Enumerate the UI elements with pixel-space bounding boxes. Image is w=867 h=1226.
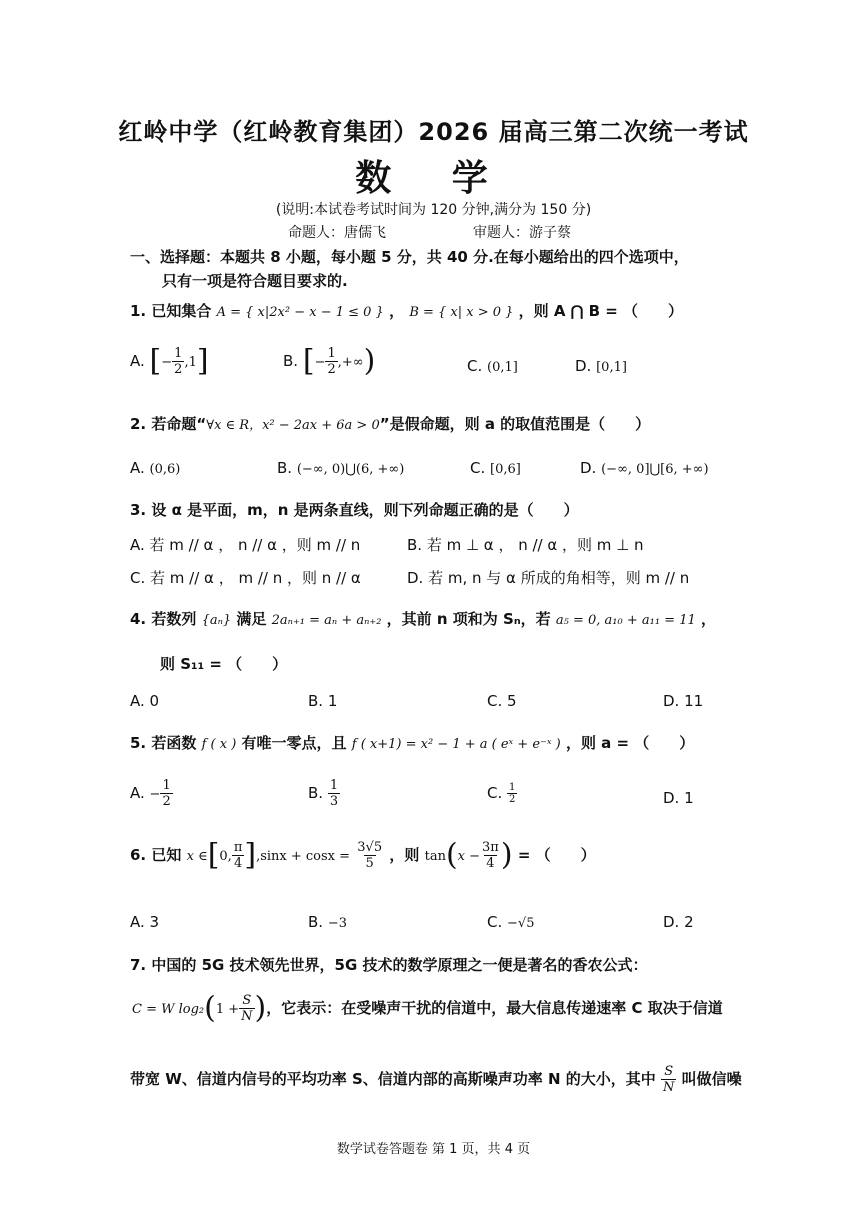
q5-option-c-label: C. — [487, 784, 503, 802]
q7-desc-num: S — [664, 1064, 674, 1079]
q2-option-c — [470, 459, 521, 477]
question-7: 7. 中国的 5G 技术领先世界，5G 技术的数学原理之一便是著名的香农公式： — [130, 956, 648, 974]
q7-desc-line-2 — [130, 1064, 742, 1095]
q7-formula-one: 1 + — [215, 1002, 240, 1017]
exam-title: 红岭中学（红岭教育集团）2026 届高三第二次统一考试 — [118, 118, 749, 146]
q6-interval-fraction — [232, 840, 245, 871]
q6-option-c-value: −√5 — [507, 916, 535, 931]
q1-lead: 1. 已知集合 — [130, 302, 212, 320]
q1-option-a-fraction — [172, 346, 184, 377]
q7-formula-fraction — [239, 993, 254, 1024]
section-line-1: 一、选择题：本题共 8 小题，每小题 5 分，共 40 分.在每小题给出的四个选项中， — [130, 248, 689, 266]
q2-option-d — [580, 459, 709, 477]
q5-option-c-den: 2 — [509, 794, 516, 805]
q1-option-b-rest: ,+∞ — [337, 355, 364, 370]
q1-option-d-label: D. — [575, 357, 592, 375]
q5-option-b-label: B. — [308, 784, 324, 802]
q1-option-a-bracket: [ — [149, 343, 162, 379]
q6-mid: ，则 — [389, 846, 420, 864]
q1-option-d — [575, 357, 627, 375]
q5-relation: f ( x+1) = x² − 1 + a ( eˣ + e⁻ˣ ) — [351, 737, 561, 752]
q6-arg-num: 3π — [482, 840, 499, 855]
q2-lead: 2. 若命题“ — [130, 415, 207, 433]
q3-option-a: A. 若 m // α ， n // α ，则 m // n — [130, 536, 361, 554]
q6-tail: = （ ） — [517, 846, 596, 864]
q7-formula-line: C = W log₂(1 + $\frac{S}{N}$ )，它表示：在受噪声干扰的信道中，最大信息传递速率 C 取决于信道 — [132, 990, 723, 1026]
q5-option-a-fraction — [160, 778, 172, 809]
q1-option-a: A. [− $\frac{1}{2}$ ,1] — [130, 343, 209, 379]
q1-option-c — [467, 357, 518, 375]
q7-desc-1: ，它表示：在受噪声干扰的信道中，最大信息传递速率 C 取决于信道 — [266, 999, 723, 1017]
q2-tail: ”是假命题，则 a 的取值范围是（ ） — [379, 415, 651, 433]
q3-option-c: C. 若 m // α ， m // n ，则 n // α — [130, 569, 361, 587]
exam-reviewer: 审题人：游子蔡 — [473, 225, 571, 241]
q6-arg-den: 4 — [486, 856, 495, 871]
question-5 — [130, 732, 694, 753]
q1-option-b-num: 1 — [327, 346, 336, 361]
q3-option-d: D. 若 m, n 与 α 所成的角相等，则 m // n — [407, 569, 690, 587]
q5-option-a-den: 2 — [162, 794, 171, 809]
q4-tail: ， — [700, 610, 716, 628]
q6-option-c — [487, 913, 534, 931]
q7-desc-2: 带宽 W、信道内信号的平均功率 S、信道内部的高斯噪声功率 N 的大小，其中 — [130, 1070, 656, 1088]
q6-interval-den: 4 — [233, 856, 243, 871]
section-heading — [130, 245, 689, 293]
q2-option-b — [277, 459, 404, 477]
question-4 — [130, 608, 716, 629]
exam-subject: 数 学 — [355, 158, 512, 199]
q7-formula-left: C = W log₂ — [132, 1002, 205, 1017]
q1-sep: ， — [389, 302, 405, 320]
q3-option-b: B. 若 m ⊥ α ， n // α ，则 m ⊥ n — [407, 536, 644, 554]
q1-option-a-den: 2 — [174, 362, 183, 377]
q6-x-in: x ∈ — [186, 849, 208, 864]
q1-option-c-label: C. — [467, 357, 483, 375]
q2-option-a — [130, 459, 180, 477]
q4-mid: 满足 — [236, 610, 267, 628]
q6-lead: 6. 已知 — [130, 846, 182, 864]
q2-formula: ∀x ∈ R，x² − 2ax + 6a > 0 — [206, 418, 380, 433]
q5-option-c — [487, 782, 517, 805]
exam-author: 命题人：唐儒飞 — [288, 225, 386, 241]
q6-option-b-label: B. — [308, 913, 324, 931]
q6-option-b — [308, 913, 347, 931]
q6-interval-num: π — [233, 840, 243, 855]
q1-option-c-value: (0,1] — [487, 360, 518, 375]
q1-option-b-label: B. — [283, 352, 299, 370]
q4-option-c: C. 5 — [487, 692, 517, 710]
q6-value-fraction — [355, 840, 384, 871]
q6-condition: ,sinx + cosx = — [256, 849, 351, 864]
q6-option-b-value: −3 — [327, 916, 348, 931]
q2-option-d-label: D. — [580, 459, 597, 477]
q7-desc-fraction — [661, 1064, 676, 1095]
q5-option-c-num: 1 — [509, 782, 516, 793]
q7-formula-num: S — [242, 993, 252, 1008]
q5-tail: ，则 a = （ ） — [565, 734, 695, 752]
q7-formula-den: N — [241, 1009, 253, 1024]
q6-arg: x − — [457, 849, 481, 864]
q4-option-a: A. 0 — [130, 692, 160, 710]
q1-option-b: B. [− $\frac{1}{2}$ ,+∞) — [283, 343, 376, 379]
q6-option-c-label: C. — [487, 913, 503, 931]
q6-value-num: 3√5 — [357, 840, 383, 855]
page-footer: 数学试卷答题卷 第 1 页，共 4 页 — [336, 1142, 531, 1157]
question-2 — [130, 413, 650, 434]
q4-option-b: B. 1 — [308, 692, 338, 710]
q2-option-a-label: A. — [130, 459, 145, 477]
q4-mid2: ，其前 n 项和为 Sₙ，若 — [386, 610, 551, 628]
q1-set-a: A = { x|2x² − x − 1 ≤ 0 } — [216, 305, 384, 320]
q1-option-a-label: A. — [130, 352, 145, 370]
q6-value-den: 5 — [365, 856, 374, 871]
q2-option-c-value: [0,6] — [490, 462, 521, 477]
q5-option-a-label: A. — [130, 784, 145, 802]
q5-function: f ( x ) — [201, 737, 237, 752]
q5-option-c-fraction — [507, 782, 517, 805]
q1-option-d-value: [0,1] — [596, 360, 627, 375]
q5-lead: 5. 若函数 — [130, 734, 197, 752]
q4-line-2: 则 S₁₁ = （ ） — [160, 655, 288, 673]
q4-condition: a₅ = 0, a₁₀ + a₁₁ = 11 — [555, 613, 696, 628]
q1-option-a-num: 1 — [174, 346, 183, 361]
question-3: 3. 设 α 是平面，m，n 是两条直线，则下列命题正确的是（ ） — [130, 501, 579, 519]
q2-option-d-value: (−∞, 0]⋃[6, +∞) — [601, 462, 709, 477]
q1-option-b-fraction — [325, 346, 337, 377]
q6-interval-left: 0, — [219, 849, 232, 864]
q6-arg-fraction — [480, 840, 501, 871]
q1-set-b: B = { x| x > 0 } — [409, 305, 514, 320]
q2-option-b-label: B. — [277, 459, 293, 477]
q2-option-a-value: (0,6) — [149, 462, 181, 477]
q5-option-b-fraction — [328, 778, 340, 809]
q2-option-c-label: C. — [470, 459, 486, 477]
q5-option-a: A. − $\frac{1}{2}$ — [130, 778, 171, 809]
q1-option-a-rest: ,1 — [184, 355, 197, 370]
q1-option-b-den: 2 — [327, 362, 336, 377]
q4-option-d: D. 11 — [663, 692, 704, 710]
q2-option-b-value: (−∞, 0)⋃(6, +∞) — [296, 462, 405, 477]
q1-tail: ，则 A ⋂ B = （ ） — [518, 302, 684, 320]
question-6: 6. 已知 x ∈[0, $\frac{\pi}{4}$ ],sinx + cosx = $\frac{3√5}{5}$ ，则 tan(x − $\frac{3\pi}{4}$ ) = （ ） — [130, 837, 596, 873]
q5-option-b-num: 1 — [329, 778, 339, 793]
section-line-2: 只有一项是符合题目要求的. — [162, 272, 348, 290]
q4-relation: 2aₙ₊₁ = aₙ + aₙ₊₂ — [271, 613, 382, 628]
question-1 — [130, 300, 683, 321]
q6-option-a: A. 3 — [130, 913, 160, 931]
exam-note: (说明:本试卷考试时间为 120 分钟,满分为 150 分) — [275, 202, 592, 218]
q5-option-b-den: 3 — [329, 794, 339, 809]
q6-tan: tan — [424, 849, 446, 864]
q7-desc-tail: 叫做信噪 — [681, 1070, 742, 1088]
q5-option-b — [308, 778, 340, 809]
q7-desc-den: N — [663, 1080, 675, 1095]
q5-option-a-num: 1 — [162, 778, 171, 793]
q4-lead: 4. 若数列 — [130, 610, 197, 628]
q5-option-d: D. 1 — [663, 789, 694, 807]
q6-option-d: D. 2 — [663, 913, 694, 931]
q5-mid: 有唯一零点，且 — [241, 734, 347, 752]
q4-sequence: {aₙ} — [201, 613, 232, 628]
